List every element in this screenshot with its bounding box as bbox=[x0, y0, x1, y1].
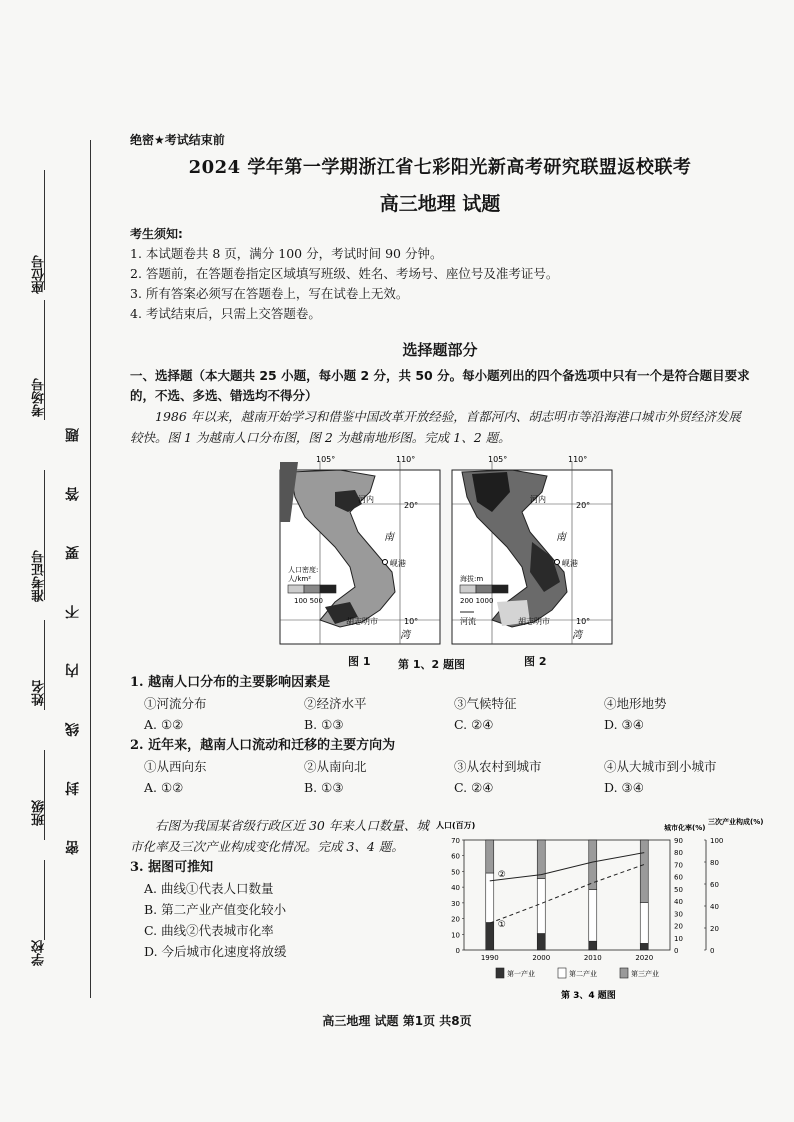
school-line bbox=[44, 860, 45, 940]
fig1-label: 图 1 bbox=[348, 655, 371, 668]
legend1-values: 100 500 bbox=[294, 597, 323, 605]
lon1-label: 105° bbox=[316, 455, 336, 464]
legend-label: 第三产业 bbox=[631, 970, 659, 978]
curve-2-line bbox=[490, 853, 645, 881]
question-3-stem: 3. 据图可推知 bbox=[130, 860, 214, 875]
mid-tick-label: 30 bbox=[674, 910, 683, 919]
class-line bbox=[44, 750, 45, 840]
binding-line bbox=[90, 140, 91, 998]
mid-axis-label: 城市化率(%) bbox=[664, 824, 706, 832]
choice-b[interactable]: B. ①③ bbox=[304, 780, 344, 795]
section-instructions bbox=[130, 366, 750, 406]
choice-b[interactable]: B. ①③ bbox=[304, 717, 344, 732]
right-tick-label: 80 bbox=[710, 859, 719, 867]
lat10-label: 10° bbox=[576, 617, 591, 626]
question-1-choices bbox=[130, 714, 750, 735]
legend-swatch bbox=[496, 968, 504, 978]
notice-heading: 考生须知: bbox=[130, 227, 183, 241]
bar-segment bbox=[486, 840, 494, 873]
question-2-choices bbox=[130, 777, 750, 798]
legend2-title: 海拔:m bbox=[460, 575, 484, 583]
legend1-unit: 人/km² bbox=[288, 575, 312, 583]
wan-label: 湾 bbox=[572, 630, 582, 641]
choice-a[interactable]: A. ①② bbox=[144, 717, 184, 732]
left-tick-label: 60 bbox=[451, 852, 460, 861]
x-tick-label: 2020 bbox=[635, 954, 654, 962]
seat-label: 座位号 bbox=[32, 255, 47, 294]
name-label: 姓名 bbox=[32, 680, 47, 706]
choice-d[interactable]: D. ③④ bbox=[604, 717, 644, 732]
choice-d[interactable]: D. ③④ bbox=[604, 780, 644, 795]
question-2-statements bbox=[130, 756, 750, 777]
questions-3-4-block bbox=[130, 815, 430, 962]
right-tick-label: 60 bbox=[710, 881, 719, 889]
legend-label: 第一产业 bbox=[507, 970, 535, 978]
bar-segment bbox=[589, 941, 597, 950]
notice-item: 3. 所有答案必须写在答题卷上，写在试卷上无效。 bbox=[130, 286, 409, 301]
mid-tick-label: 0 bbox=[674, 947, 679, 955]
wan-label: 湾 bbox=[400, 630, 410, 641]
passage-2: 右图为我国某省级行政区近 30 年来人口数量、城市化率及三次产业构成变化情况。完成 3、4 题。 bbox=[130, 818, 429, 854]
statement: ④地形地势 bbox=[604, 696, 667, 711]
x-tick-label: 2010 bbox=[583, 954, 602, 962]
lat20-label: 20° bbox=[576, 501, 591, 510]
choice-c[interactable]: C. ②④ bbox=[454, 717, 494, 732]
bar-segment bbox=[589, 890, 597, 942]
statement: ①河流分布 bbox=[144, 696, 207, 711]
maps-caption: 第 1、2 题图 bbox=[398, 658, 465, 671]
left-tick-label: 20 bbox=[451, 915, 460, 924]
left-axis-label: 人口(百万) bbox=[436, 821, 476, 830]
curve-1-line bbox=[490, 864, 645, 923]
bar-segment bbox=[486, 923, 494, 951]
hanoi-label: 河内 bbox=[530, 495, 546, 504]
mid-tick-label: 50 bbox=[674, 885, 683, 894]
hanoi-label: 河内 bbox=[358, 495, 374, 504]
maps-figure bbox=[130, 452, 750, 672]
right-tick-label: 100 bbox=[710, 837, 724, 845]
nan-label: 南 bbox=[384, 532, 394, 543]
left-tick-label: 0 bbox=[455, 947, 460, 955]
bar-segment bbox=[640, 840, 648, 903]
river-legend: 河流 bbox=[460, 617, 476, 626]
plot-area bbox=[464, 840, 670, 950]
statement: ②经济水平 bbox=[304, 696, 367, 711]
left-tick-label: 30 bbox=[451, 899, 460, 908]
bar-segment bbox=[537, 840, 545, 879]
statement: ③从农村到城市 bbox=[454, 759, 542, 774]
right-axis-label: 三次产业构成(%) bbox=[708, 818, 764, 826]
chart-caption: 第 3、4 题图 bbox=[561, 991, 616, 1001]
notice-item: 2. 答题前，在答题卷指定区域填写班级、姓名、考场号、座位号及准考证号。 bbox=[130, 266, 559, 281]
left-tick-label: 70 bbox=[451, 837, 460, 845]
right-tick-label: 40 bbox=[710, 903, 719, 911]
choice-a[interactable]: A. ①② bbox=[144, 780, 184, 795]
bar-segment bbox=[640, 943, 648, 950]
statement: ④从大城市到小城市 bbox=[604, 759, 717, 774]
right-tick-label: 20 bbox=[710, 925, 719, 933]
choice-b[interactable]: B. 第二产业产值变化较小 bbox=[144, 902, 287, 917]
population-urbanization-chart bbox=[436, 818, 764, 1001]
curve-2-label: ② bbox=[497, 869, 506, 880]
x-tick-label: 2000 bbox=[532, 954, 551, 962]
question-2-stem: 2. 近年来，越南人口流动和迁移的主要方向为 bbox=[130, 738, 396, 753]
ticket-label: 准考证号 bbox=[32, 550, 47, 602]
left-tick-label: 10 bbox=[451, 931, 460, 940]
terrain-map bbox=[452, 455, 612, 644]
mid-tick-label: 40 bbox=[674, 898, 683, 907]
left-tick-label: 40 bbox=[451, 884, 460, 893]
exam-no-label: 考场号 bbox=[32, 378, 47, 417]
statement: ①从西向东 bbox=[144, 759, 207, 774]
seal-warning: 密 封 线 内 不 要 答 题 bbox=[65, 408, 81, 855]
statement: ②从南向北 bbox=[304, 759, 367, 774]
instructions-text: 一、选择题（本大题共 25 小题，每小题 2 分，共 50 分。每小题列出的四个备选项中只有一个是符合题目要求的，不选、多选、错选均不得分） bbox=[130, 368, 750, 403]
mid-tick-label: 70 bbox=[674, 861, 683, 870]
school-label: 学校 bbox=[32, 940, 47, 966]
danang-label: 岘港 bbox=[390, 559, 406, 568]
bar-segment bbox=[537, 879, 545, 934]
left-tick-label: 50 bbox=[451, 868, 460, 877]
legend-swatch bbox=[558, 968, 566, 978]
mid-tick-label: 90 bbox=[674, 837, 683, 845]
choice-c[interactable]: C. 曲线②代表城市化率 bbox=[144, 923, 274, 938]
mid-tick-label: 10 bbox=[674, 934, 683, 943]
choice-a[interactable]: A. 曲线①代表人口数量 bbox=[144, 881, 274, 896]
lat20-label: 20° bbox=[404, 501, 419, 510]
lon2-label: 110° bbox=[396, 455, 416, 464]
lon2-label: 110° bbox=[568, 455, 588, 464]
curve-1-label: ① bbox=[497, 920, 506, 931]
exam-title: 2024 学年第一学期浙江省七彩阳光新高考研究联盟返校联考 bbox=[188, 157, 692, 178]
lon1-label: 105° bbox=[488, 455, 508, 464]
mid-tick-label: 60 bbox=[674, 873, 683, 882]
bar-segment bbox=[640, 903, 648, 944]
mid-tick-label: 20 bbox=[674, 922, 683, 931]
statement: ③气候特征 bbox=[454, 696, 517, 711]
fig2-label: 图 2 bbox=[524, 655, 547, 668]
lat10-label: 10° bbox=[404, 617, 419, 626]
exam-content bbox=[130, 130, 750, 798]
question-1-stem: 1. 越南人口分布的主要影响因素是 bbox=[130, 675, 331, 690]
chart-figure bbox=[436, 818, 764, 1001]
notice-item: 4. 考试结束后，只需上交答题卷。 bbox=[130, 306, 321, 321]
exam-subtitle: 高三地理 试题 bbox=[379, 193, 501, 215]
choice-d[interactable]: D. 今后城市化速度将放缓 bbox=[144, 944, 287, 959]
question-3-choices bbox=[130, 878, 430, 962]
hcm-label: 胡志明市 bbox=[518, 617, 550, 626]
bar-segment bbox=[537, 934, 545, 951]
legend2-values: 200 1000 bbox=[460, 597, 494, 605]
secret-mark: 绝密★考试结束前 bbox=[130, 133, 225, 147]
hcm-label: 胡志明市 bbox=[346, 617, 378, 626]
legend-swatch bbox=[620, 968, 628, 978]
legend1-title: 人口密度: bbox=[288, 566, 319, 574]
x-tick-label: 1990 bbox=[480, 954, 499, 962]
mid-tick-label: 80 bbox=[674, 849, 683, 858]
class-label: 班级 bbox=[32, 800, 47, 826]
passage-1: 1986 年以来，越南开始学习和借鉴中国改革开放经验，首都河内、胡志明市等沿海港口城市外贸经济发展较快。图 1 为越南人口分布图，图 2 为越南地形图。完成 1、2 题。 bbox=[130, 409, 741, 445]
population-map bbox=[280, 455, 440, 644]
notice-item: 1. 本试题卷共 8 页，满分 100 分，考试时间 90 分钟。 bbox=[130, 246, 443, 261]
choice-c[interactable]: C. ②④ bbox=[454, 780, 494, 795]
question-1-statements bbox=[130, 693, 750, 714]
legend-label: 第二产业 bbox=[569, 970, 597, 978]
section-title: 选择题部分 bbox=[402, 341, 478, 359]
danang-label: 岘港 bbox=[562, 559, 578, 568]
right-tick-label: 0 bbox=[710, 947, 715, 955]
page-footer: 高三地理 试题 第1页 共8页 bbox=[322, 1014, 472, 1028]
nan-label: 南 bbox=[556, 532, 566, 543]
